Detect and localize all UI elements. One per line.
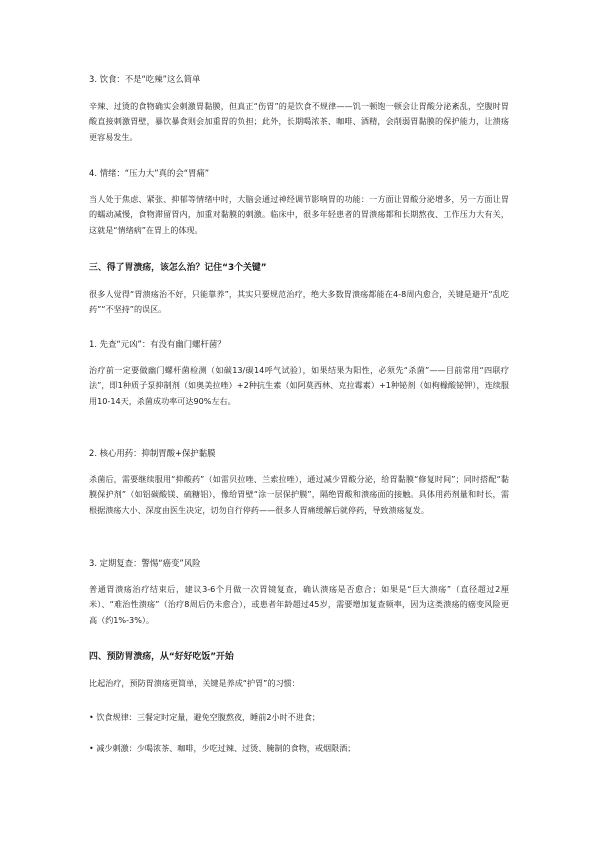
section-title-treatment: 三、得了胃溃疡，该怎么治？记住“3个关键” — [89, 263, 267, 273]
treatment-intro: 很多人觉得“胃溃疡治不好，只能靠养”，其实只要规范治疗，绝大多数胃溃疡都能在4-8周内愈合，关键是避开“乱吃药”“不坚持”的误区。 — [89, 289, 509, 315]
emotion-paragraph: 当人处于焦虑、紧张、抑郁等情绪中时，大脑会通过神经调节影响胃的功能：一方面让胃酸分泌增多，另一方面让胃的蠕动减慢，食物滞留胃内，加重对黏膜的刺激。临床中，很多年轻患者的胃溃疡都和长期熬夜、工作压力大有关，这就是“情绪病”在胃上的体现。 — [89, 194, 509, 235]
step2-heading: 2. 核心用药：抑制胃酸+保护黏膜 — [89, 448, 216, 458]
emotion-heading: 4. 情绪：“压力大”真的会“胃痛” — [89, 168, 210, 178]
step3-heading: 3. 定期复查：警惕“癌变”风险 — [89, 558, 201, 568]
list-item: • 饮食规律：三餐定时定量，避免空腹熬夜，睡前2小时不进食； — [89, 712, 321, 722]
diet-heading: 3. 饮食：不是“吃辣”这么简单 — [89, 74, 201, 84]
prevention-intro: 比起治疗，预防胃溃疡更简单，关键是养成“护胃”的习惯： — [89, 678, 300, 688]
step3-paragraph: 普通胃溃疡治疗结束后，建议3-6个月做一次胃镜复查，确认溃疡是否愈合；如果是“巨大溃疡”（直径超过2厘米）、“难治性溃疡”（治疗8周后仍未愈合），或患者年龄超过45岁，需要增加复查频率，因为这类溃疡的癌变风险更高（约1%-3%）。 — [89, 584, 509, 625]
step2-paragraph: 杀菌后，需要继续服用“抑酸药”（如雷贝拉唑、兰索拉唑），通过减少胃酸分泌，给胃黏膜“修复时间”；同时搭配“黏膜保护剂”（如铝碳酸镁、硫糖铝），像给胃壁“涂一层保护膜”，隔绝胃酸和溃疡面的接触。具体用药剂量和时长，需根据溃疡大小、深度由医生决定，切勿自行停药——很多人胃痛缓解后就停药，导致溃疡复发。 — [89, 474, 509, 515]
diet-paragraph: 辛辣、过烫的食物确实会刺激胃黏膜，但真正“伤胃”的是饮食不规律——饥一顿饱一顿会让胃酸分泌紊乱，空腹时胃酸直接刺激胃壁，暴饮暴食则会加重胃的负担；此外，长期喝浓茶、咖啡、酒精，会削弱胃黏膜的保护能力，让溃疡更容易发生。 — [89, 101, 509, 142]
step1-paragraph: 治疗前一定要做幽门螺杆菌检测（如碳13/碳14呼气试验），如果结果为阳性，必须先“杀菌”——目前常用“四联疗法”，即1种质子泵抑制剂（如奥美拉唑）+2种抗生素（如阿莫西林、克拉霉素）+1种铋剂（如枸橼酸铋钾），连续服用10-14天，杀菌成功率可达90%左右。 — [89, 365, 509, 406]
step1-heading: 1. 先查“元凶”：有没有幽门螺杆菌？ — [89, 339, 226, 349]
section-title-prevention: 四、预防胃溃疡，从“好好吃饭”开始 — [89, 652, 234, 662]
list-item: • 减少刺激：少喝浓茶、咖啡，少吃过辣、过烫、腌制的食物，戒烟限酒； — [89, 743, 356, 753]
